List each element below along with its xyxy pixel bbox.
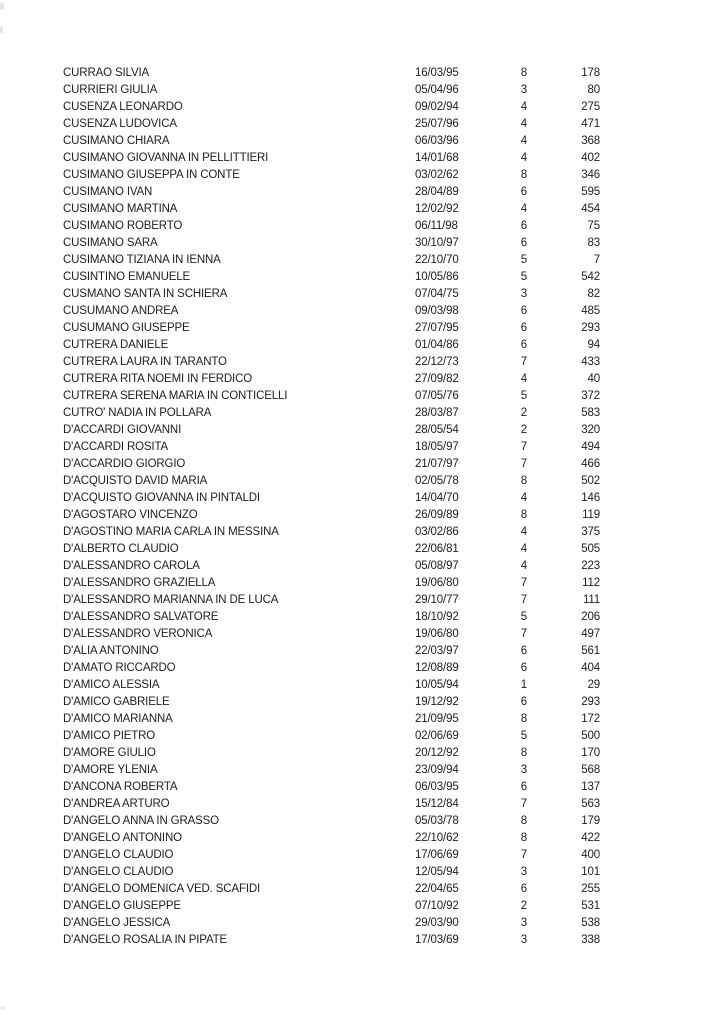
value-cell: 531 [581, 900, 600, 912]
value-cell: 101 [581, 866, 600, 878]
value-cell: 595 [581, 186, 600, 198]
count-cell: 6 [520, 237, 527, 249]
date-cell: 06/03/95 [415, 781, 459, 793]
date-cell: 21/07/97 [415, 458, 459, 470]
table-row [63, 847, 600, 864]
date-cell: 14/04/70 [415, 492, 459, 504]
date-cell: 07/05/76 [415, 390, 459, 402]
name-cell: CUTRERA RITA NOEMI IN FERDICO [63, 373, 253, 385]
table-row [63, 779, 600, 796]
value-cell: 172 [581, 713, 600, 725]
count-cell: 7 [520, 356, 527, 368]
table-row [63, 490, 600, 507]
value-cell: 404 [581, 662, 600, 674]
count-cell: 7 [520, 458, 527, 470]
table-row [63, 405, 600, 422]
count-cell: 8 [520, 169, 527, 181]
date-cell: 22/06/81 [415, 543, 459, 555]
table-row [63, 473, 600, 490]
date-cell: 30/10/97 [415, 237, 459, 249]
table-row [63, 592, 600, 609]
value-cell: 320 [581, 424, 600, 436]
name-cell: D'ALBERTO CLAUDIO [63, 543, 179, 555]
name-cell: D'ALESSANDRO CAROLA [63, 560, 200, 572]
value-cell: 494 [581, 441, 600, 453]
table-row [63, 235, 600, 252]
name-cell: CUSIMANO GIOVANNA IN PELLITTIERI [63, 152, 269, 164]
name-cell: CUSIMANO GIUSEPPA IN CONTE [63, 169, 240, 181]
name-cell: CURRIERI GIULIA [63, 84, 158, 96]
table-row [63, 286, 600, 303]
value-cell: 563 [581, 798, 600, 810]
value-cell: 293 [581, 322, 600, 334]
table-row [63, 269, 600, 286]
name-cell: D'ANGELO ROSALIA IN PIPATE [63, 934, 228, 946]
date-cell: 29/03/90 [415, 917, 459, 929]
count-cell: 7 [520, 577, 527, 589]
table-row [63, 728, 600, 745]
value-cell: 466 [581, 458, 600, 470]
table-row [63, 762, 600, 779]
value-cell: 255 [581, 883, 600, 895]
name-cell: CUSIMANO IVAN [63, 186, 153, 198]
name-cell: CUSENZA LUDOVICA [63, 118, 177, 130]
count-cell: 2 [520, 407, 527, 419]
name-cell: CUSINTINO EMANUELE [63, 271, 191, 283]
value-cell: 112 [582, 577, 600, 589]
name-cell: CUSUMANO GIUSEPPE [63, 322, 190, 334]
count-cell: 3 [520, 917, 527, 929]
value-cell: 275 [581, 101, 600, 113]
count-cell: 4 [520, 373, 527, 385]
table-row [63, 575, 600, 592]
count-cell: 1 [520, 679, 527, 691]
table-row [63, 422, 600, 439]
name-cell: CUSIMANO SARA [63, 237, 158, 249]
name-cell: D'ANDREA ARTURO [63, 798, 170, 810]
date-cell: 03/02/62 [415, 169, 459, 181]
name-cell: D'AMICO PIETRO [63, 730, 156, 742]
value-cell: 538 [581, 917, 600, 929]
count-cell: 4 [520, 560, 527, 572]
date-cell: 18/05/97 [415, 441, 459, 453]
date-cell: 22/10/62 [415, 832, 459, 844]
date-cell: 12/02/92 [415, 203, 459, 215]
name-cell: D'ALESSANDRO GRAZIELLA [63, 577, 216, 589]
value-cell: 561 [581, 645, 600, 657]
count-cell: 4 [520, 152, 527, 164]
count-cell: 3 [520, 866, 527, 878]
count-cell: 4 [520, 543, 527, 555]
value-cell: 146 [581, 492, 600, 504]
name-cell: D'ANGELO GIUSEPPE [63, 900, 181, 912]
value-cell: 119 [582, 509, 600, 521]
date-cell: 29/10/77 [415, 594, 459, 606]
value-cell: 206 [581, 611, 600, 623]
value-cell: 368 [581, 135, 600, 147]
count-cell: 6 [520, 781, 527, 793]
value-cell: 178 [581, 67, 600, 79]
table-row [63, 252, 600, 269]
value-cell: 293 [581, 696, 600, 708]
name-cell: CUTRERA SERENA MARIA IN CONTICELLI [63, 390, 288, 402]
date-cell: 05/04/96 [415, 84, 459, 96]
value-cell: 338 [581, 934, 600, 946]
name-cell: D'AMORE YLENIA [63, 764, 158, 776]
name-cell: CUSIMANO TIZIANA IN IENNA [63, 254, 221, 266]
value-cell: 400 [581, 849, 600, 861]
date-cell: 27/07/95 [415, 322, 459, 334]
count-cell: 8 [520, 815, 527, 827]
table-row [63, 609, 600, 626]
date-cell: 05/08/97 [415, 560, 459, 572]
name-cell: CUSIMANO CHIARA [63, 135, 170, 147]
name-cell: CUSUMANO ANDREA [63, 305, 179, 317]
count-cell: 6 [520, 696, 527, 708]
value-cell: 75 [587, 220, 600, 232]
table-row [63, 660, 600, 677]
count-cell: 7 [520, 594, 527, 606]
value-cell: 471 [581, 118, 600, 130]
name-cell: CUSMANO SANTA IN SCHIERA [63, 288, 228, 300]
name-cell: D'ANGELO DOMENICA VED. SCAFIDI [63, 883, 261, 895]
name-cell: D'AGOSTINO MARIA CARLA IN MESSINA [63, 526, 279, 538]
table-row [63, 745, 600, 762]
table-row [63, 830, 600, 847]
count-cell: 6 [520, 186, 527, 198]
count-cell: 6 [520, 645, 527, 657]
name-cell: D'ANGELO CLAUDIO [63, 849, 174, 861]
table-row [63, 915, 600, 932]
date-cell: 06/03/96 [415, 135, 459, 147]
name-cell: CUSENZA LEONARDO [63, 101, 183, 113]
date-cell: 17/03/69 [415, 934, 459, 946]
count-cell: 2 [520, 900, 527, 912]
value-cell: 111 [582, 594, 600, 606]
date-cell: 07/04/75 [415, 288, 459, 300]
date-cell: 25/07/96 [415, 118, 459, 130]
count-cell: 8 [520, 832, 527, 844]
table-row [63, 167, 600, 184]
table-row [63, 184, 600, 201]
count-cell: 4 [520, 203, 527, 215]
value-cell: 454 [581, 203, 600, 215]
name-cell: D'AMICO GABRIELE [63, 696, 170, 708]
name-cell: CUSIMANO ROBERTO [63, 220, 183, 232]
count-cell: 4 [520, 118, 527, 130]
table-row [63, 303, 600, 320]
value-cell: 137 [581, 781, 600, 793]
count-cell: 3 [520, 764, 527, 776]
table-row [63, 201, 600, 218]
date-cell: 27/09/82 [415, 373, 459, 385]
count-cell: 4 [520, 526, 527, 538]
table-row [63, 218, 600, 235]
table-row [63, 864, 600, 881]
value-cell: 29 [587, 679, 600, 691]
date-cell: 10/05/86 [415, 271, 459, 283]
value-cell: 542 [581, 271, 600, 283]
name-cell: D'AMICO MARIANNA [63, 713, 173, 725]
date-cell: 28/04/89 [415, 186, 459, 198]
table-row [63, 558, 600, 575]
value-cell: 375 [581, 526, 600, 538]
value-cell: 82 [587, 288, 600, 300]
name-cell: D'AGOSTARO VINCENZO [63, 509, 198, 521]
table-row [63, 439, 600, 456]
name-cell: D'ACQUISTO GIOVANNA IN PINTALDI [63, 492, 260, 504]
table-row [63, 677, 600, 694]
date-cell: 22/12/73 [415, 356, 459, 368]
count-cell: 3 [520, 288, 527, 300]
name-cell: CURRAO SILVIA [63, 67, 150, 79]
name-cell: D'ACQUISTO DAVID MARIA [63, 475, 208, 487]
count-cell: 2 [520, 424, 527, 436]
count-cell: 6 [520, 305, 527, 317]
count-cell: 6 [520, 339, 527, 351]
date-cell: 10/05/94 [415, 679, 459, 691]
name-cell: D'AMORE GIULIO [63, 747, 156, 759]
value-cell: 346 [581, 169, 600, 181]
table-row [63, 371, 600, 388]
table-row [63, 898, 600, 915]
count-cell: 4 [520, 492, 527, 504]
date-cell: 06/11/98 [415, 220, 458, 232]
name-cell: D'AMICO ALESSIA [63, 679, 160, 691]
count-cell: 5 [520, 254, 527, 266]
table-row [63, 99, 600, 116]
count-cell: 6 [520, 220, 527, 232]
table-row [63, 524, 600, 541]
date-cell: 18/10/92 [415, 611, 459, 623]
count-cell: 8 [520, 713, 527, 725]
count-cell: 5 [520, 271, 527, 283]
value-cell: 223 [581, 560, 600, 572]
name-cell: D'ANGELO CLAUDIO [63, 866, 174, 878]
date-cell: 22/10/70 [415, 254, 459, 266]
value-cell: 500 [581, 730, 600, 742]
count-cell: 5 [520, 730, 527, 742]
table-row [63, 881, 600, 898]
date-cell: 19/06/80 [415, 628, 459, 640]
value-cell: 583 [581, 407, 600, 419]
count-cell: 7 [520, 849, 527, 861]
table-row [63, 626, 600, 643]
date-cell: 22/04/65 [415, 883, 459, 895]
date-cell: 12/05/94 [415, 866, 459, 878]
name-cell: D'ANGELO ANTONINO [63, 832, 182, 844]
name-cell: D'ANCONA ROBERTA [63, 781, 178, 793]
count-cell: 7 [520, 441, 527, 453]
value-cell: 497 [581, 628, 600, 640]
table-row [63, 694, 600, 711]
date-cell: 03/02/86 [415, 526, 459, 538]
name-cell: CUTRO' NADIA IN POLLARA [63, 407, 212, 419]
name-cell: CUTRERA LAURA IN TARANTO [63, 356, 227, 368]
name-cell: D'ALESSANDRO MARIANNA IN DE LUCA [63, 594, 279, 606]
name-cell: D'ANGELO ANNA IN GRASSO [63, 815, 219, 827]
date-cell: 23/09/94 [415, 764, 459, 776]
table-row [63, 133, 600, 150]
name-list-table [63, 65, 600, 949]
table-row [63, 456, 600, 473]
value-cell: 170 [581, 747, 600, 759]
value-cell: 83 [587, 237, 600, 249]
value-cell: 402 [581, 152, 600, 164]
table-row [63, 813, 600, 830]
date-cell: 16/03/95 [415, 67, 459, 79]
table-row [63, 643, 600, 660]
table-row [63, 388, 600, 405]
name-cell: D'ANGELO JESSICA [63, 917, 171, 929]
table-row [63, 932, 600, 949]
date-cell: 02/05/78 [415, 475, 459, 487]
date-cell: 26/09/89 [415, 509, 459, 521]
value-cell: 80 [587, 84, 600, 96]
table-row [63, 337, 600, 354]
date-cell: 21/09/95 [415, 713, 459, 725]
table-row [63, 711, 600, 728]
value-cell: 505 [581, 543, 600, 555]
date-cell: 09/02/94 [415, 101, 459, 113]
date-cell: 05/03/78 [415, 815, 459, 827]
count-cell: 3 [520, 934, 527, 946]
date-cell: 01/04/86 [415, 339, 459, 351]
date-cell: 19/12/92 [415, 696, 459, 708]
count-cell: 4 [520, 101, 527, 113]
count-cell: 5 [520, 390, 527, 402]
value-cell: 433 [581, 356, 600, 368]
date-cell: 28/05/54 [415, 424, 459, 436]
date-cell: 15/12/84 [415, 798, 459, 810]
name-cell: CUSIMANO MARTINA [63, 203, 178, 215]
count-cell: 7 [520, 798, 527, 810]
table-row [63, 150, 600, 167]
date-cell: 09/03/98 [415, 305, 459, 317]
table-row [63, 354, 600, 371]
name-cell: D'ACCARDIO GIORGIO [63, 458, 186, 470]
value-cell: 372 [581, 390, 600, 402]
count-cell: 8 [520, 747, 527, 759]
count-cell: 8 [520, 67, 527, 79]
value-cell: 179 [581, 815, 600, 827]
name-cell: D'ACCARDI ROSITA [63, 441, 169, 453]
count-cell: 5 [520, 611, 527, 623]
count-cell: 4 [520, 135, 527, 147]
table-row [63, 82, 600, 99]
date-cell: 12/08/89 [415, 662, 459, 674]
date-cell: 17/06/69 [415, 849, 459, 861]
name-cell: CUTRERA DANIELE [63, 339, 169, 351]
count-cell: 6 [520, 662, 527, 674]
name-cell: D'AMATO RICCARDO [63, 662, 176, 674]
table-row [63, 507, 600, 524]
name-cell: D'ALESSANDRO VERONICA [63, 628, 213, 640]
table-row [63, 541, 600, 558]
value-cell: 422 [581, 832, 600, 844]
scan-artifact [0, 26, 3, 33]
count-cell: 6 [520, 322, 527, 334]
scan-artifact [0, 3, 4, 10]
date-cell: 19/06/80 [415, 577, 459, 589]
date-cell: 28/03/87 [415, 407, 459, 419]
name-cell: D'ALIA ANTONINO [63, 645, 159, 657]
table-row [63, 116, 600, 133]
count-cell: 7 [520, 628, 527, 640]
value-cell: 485 [581, 305, 600, 317]
name-cell: D'ALESSANDRO SALVATORE [63, 611, 219, 623]
value-cell: 502 [581, 475, 600, 487]
count-cell: 3 [520, 84, 527, 96]
date-cell: 14/01/68 [415, 152, 459, 164]
value-cell: 7 [593, 254, 600, 266]
date-cell: 20/12/92 [415, 747, 459, 759]
count-cell: 8 [520, 475, 527, 487]
value-cell: 568 [581, 764, 600, 776]
date-cell: 02/06/69 [415, 730, 459, 742]
table-row [63, 796, 600, 813]
date-cell: 22/03/97 [415, 645, 459, 657]
value-cell: 94 [587, 339, 600, 351]
table-row [63, 320, 600, 337]
value-cell: 40 [587, 373, 600, 385]
count-cell: 8 [520, 509, 527, 521]
table-row [63, 65, 600, 82]
date-cell: 07/10/92 [415, 900, 459, 912]
scan-artifact [0, 1006, 6, 1010]
name-cell: D'ACCARDI GIOVANNI [63, 424, 182, 436]
count-cell: 6 [520, 883, 527, 895]
